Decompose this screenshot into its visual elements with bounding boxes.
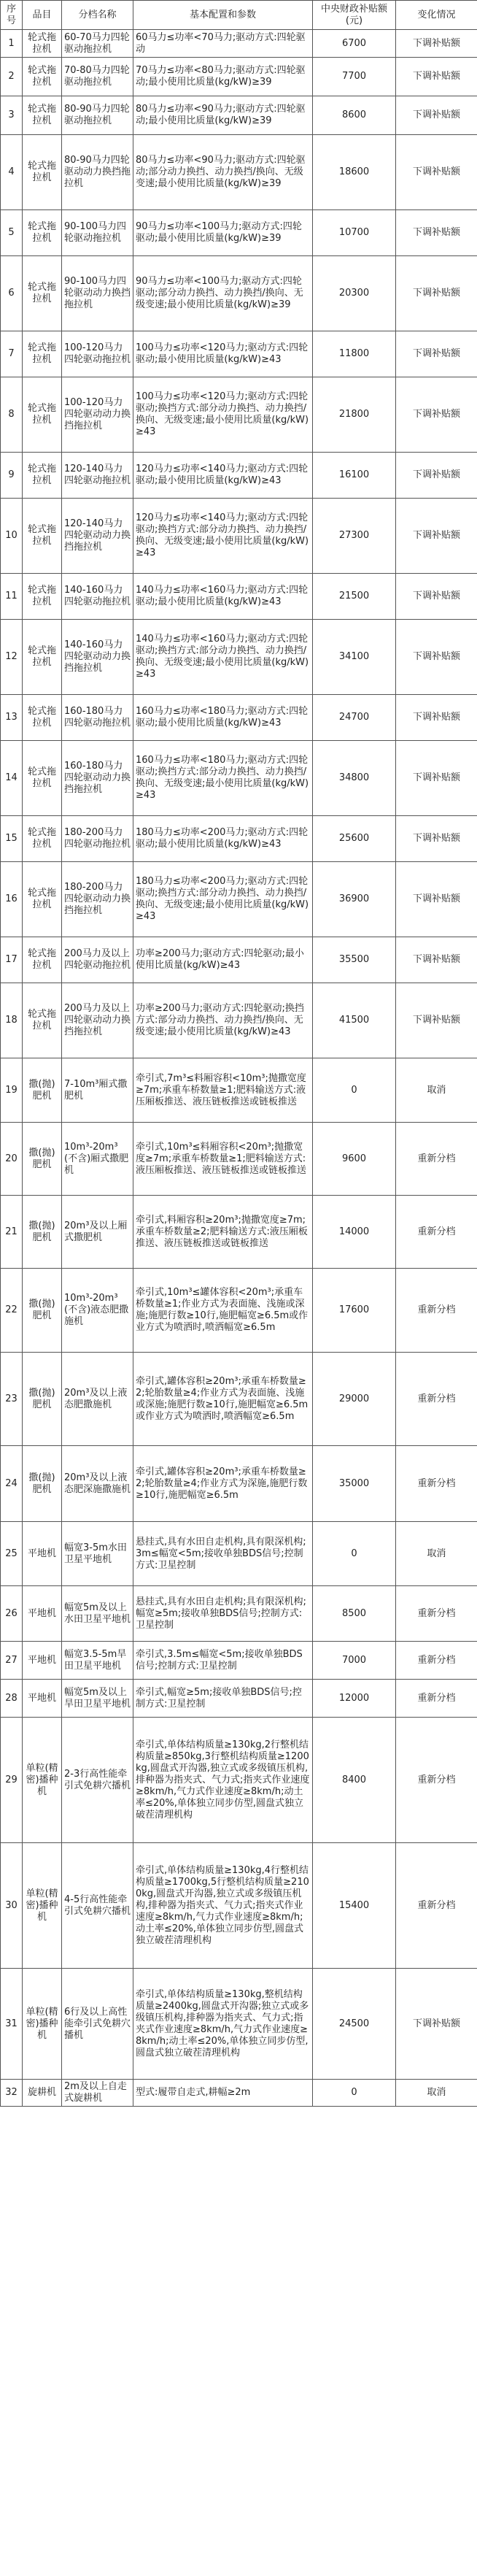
table-row: [1, 620, 477, 695]
row-item: 轮式拖拉机: [23, 741, 62, 816]
row-grade-name: 160-180马力四轮驱动拖拉机: [62, 695, 133, 741]
row-spec: 140马力≤功率<160马力;驱动方式:四轮驱动;最小使用比质量(kg/kW)≥43: [133, 574, 313, 620]
row-grade-name: 幅宽5m及以上水田卫星平地机: [62, 1586, 133, 1642]
row-grade-name: 6行及以上高性能牵引式免耕穴播机: [62, 1969, 133, 2080]
row-grade-name: 200马力及以上四轮驱动动力换挡拖拉机: [62, 983, 133, 1058]
row-subsidy-amount: 15400: [313, 1843, 396, 1969]
row-subsidy-amount: 8600: [313, 96, 396, 135]
row-grade-name: 2m及以上自走式旋耕机: [62, 2080, 133, 2107]
row-grade-name: 80-90马力四轮驱动动力换挡拖拉机: [62, 135, 133, 210]
row-grade-name: 4-5行高性能牵引式免耕穴播机: [62, 1843, 133, 1969]
row-item: 单粒(精密)播种机: [23, 1843, 62, 1969]
row-subsidy-amount: 9600: [313, 1123, 396, 1196]
row-serial: 7: [1, 331, 23, 377]
row-spec: 160马力≤功率<180马力;驱动方式:四轮驱动;最小使用比质量(kg/kW)≥43: [133, 695, 313, 741]
row-grade-name: 7-10m³厢式撒肥机: [62, 1058, 133, 1123]
row-spec: 牵引式,罐体容积≥20m³;承重车桥数量≥2;轮胎数量≥4;作业方式为表面施、浅施或深施;施肥行数≥10行,施肥幅宽≥6.5m或作业方式为喷洒时,喷洒幅宽≥6.5m: [133, 1353, 313, 1446]
row-change: 下调补贴额: [396, 1969, 477, 2080]
row-change: 下调补贴额: [396, 377, 477, 453]
row-grade-name: 2-3行高性能牵引式免耕穴播机: [62, 1718, 133, 1843]
table-row: [1, 1123, 477, 1196]
row-subsidy-amount: 34800: [313, 741, 396, 816]
row-serial: 4: [1, 135, 23, 210]
row-serial: 3: [1, 96, 23, 135]
row-change: 下调补贴额: [396, 453, 477, 499]
table-row: [1, 816, 477, 862]
row-subsidy-amount: 0: [313, 1058, 396, 1123]
row-grade-name: 10m³-20m³(不含)液态肥撒施机: [62, 1269, 133, 1353]
table-row: [1, 210, 477, 256]
row-grade-name: 120-140马力四轮驱动动力换挡拖拉机: [62, 499, 133, 574]
row-serial: 19: [1, 1058, 23, 1123]
row-item: 撒(抛)肥机: [23, 1196, 62, 1269]
row-subsidy-amount: 0: [313, 2080, 396, 2107]
row-spec: 牵引式,料厢容积≥20m³;抛撒宽度≥7m;承重车桥数量≥2;肥料输送方式:液压厢板推送、液压链板推送或链板推送: [133, 1196, 313, 1269]
row-serial: 18: [1, 983, 23, 1058]
row-subsidy-amount: 21500: [313, 574, 396, 620]
row-grade-name: 180-200马力四轮驱动拖拉机: [62, 816, 133, 862]
row-change: 下调补贴额: [396, 96, 477, 135]
row-grade-name: 10m³-20m³(不含)厢式撒肥机: [62, 1123, 133, 1196]
row-serial: 20: [1, 1123, 23, 1196]
row-item: 轮式拖拉机: [23, 256, 62, 331]
row-item: 单粒(精密)播种机: [23, 1718, 62, 1843]
row-grade-name: 20m³及以上液态肥深施撒施机: [62, 1446, 133, 1522]
row-spec: 功率≥200马力;驱动方式:四轮驱动;最小使用比质量(kg/kW)≥43: [133, 937, 313, 983]
row-item: 轮式拖拉机: [23, 937, 62, 983]
row-grade-name: 幅宽5m及以上旱田卫星平地机: [62, 1680, 133, 1718]
table-row: [1, 574, 477, 620]
row-grade-name: 180-200马力四轮驱动动力换挡拖拉机: [62, 862, 133, 937]
row-subsidy-amount: 10700: [313, 210, 396, 256]
row-change: 下调补贴额: [396, 741, 477, 816]
row-spec: 悬挂式,具有水田自走机构,具有限深机构;3m≤幅宽<5m;接收单独BDS信号;控制方式:卫星控制: [133, 1522, 313, 1586]
row-serial: 21: [1, 1196, 23, 1269]
row-serial: 14: [1, 741, 23, 816]
row-subsidy-amount: 14000: [313, 1196, 396, 1269]
table-row: [1, 96, 477, 135]
table-row: [1, 1058, 477, 1123]
row-grade-name: 100-120马力四轮驱动拖拉机: [62, 331, 133, 377]
row-item: 轮式拖拉机: [23, 816, 62, 862]
row-grade-name: 90-100马力四轮驱动动力换挡拖拉机: [62, 256, 133, 331]
row-serial: 9: [1, 453, 23, 499]
row-item: 轮式拖拉机: [23, 695, 62, 741]
table-row: [1, 1353, 477, 1446]
table-header-row: [1, 1, 477, 30]
row-grade-name: 120-140马力四轮驱动拖拉机: [62, 453, 133, 499]
row-spec: 型式:履带自走式,耕幅≥2m: [133, 2080, 313, 2107]
row-grade-name: 160-180马力四轮驱动动力换挡拖拉机: [62, 741, 133, 816]
row-item: 平地机: [23, 1522, 62, 1586]
row-subsidy-amount: 7700: [313, 58, 396, 96]
row-subsidy-amount: 34100: [313, 620, 396, 695]
row-change: 下调补贴额: [396, 30, 477, 58]
row-change: 下调补贴额: [396, 499, 477, 574]
table-row: [1, 983, 477, 1058]
table-row: [1, 1680, 477, 1718]
header-item: 品目: [23, 1, 62, 30]
table-row: [1, 1446, 477, 1522]
row-subsidy-amount: 11800: [313, 331, 396, 377]
row-subsidy-amount: 35000: [313, 1446, 396, 1522]
row-subsidy-amount: 8400: [313, 1718, 396, 1843]
row-spec: 90马力≤功率<100马力;驱动方式:四轮驱动;部分动力换挡、动力换挡/换向、无级变速;最小使用比质量(kg/kW)≥39: [133, 256, 313, 331]
row-serial: 32: [1, 2080, 23, 2107]
row-item: 轮式拖拉机: [23, 574, 62, 620]
row-item: 轮式拖拉机: [23, 331, 62, 377]
row-change: 下调补贴额: [396, 256, 477, 331]
row-change: 取消: [396, 1058, 477, 1123]
row-change: 重新分档: [396, 1269, 477, 1353]
row-subsidy-amount: 21800: [313, 377, 396, 453]
row-serial: 28: [1, 1680, 23, 1718]
row-spec: 牵引式,10m³≤罐体容积<20m³;承重车桥数量≥1;作业方式为表面施、浅施或深施;施肥行数≥10行,施肥幅宽≥6.5m或作业方式为喷洒时,喷洒幅宽≥6.5m: [133, 1269, 313, 1353]
table-row: [1, 1196, 477, 1269]
table-row: [1, 1269, 477, 1353]
row-change: 取消: [396, 2080, 477, 2107]
row-grade-name: 140-160马力四轮驱动动力换挡拖拉机: [62, 620, 133, 695]
table-row: [1, 58, 477, 96]
row-grade-name: 70-80马力四轮驱动拖拉机: [62, 58, 133, 96]
row-serial: 22: [1, 1269, 23, 1353]
table-row: [1, 937, 477, 983]
row-grade-name: 幅宽3-5m水田卫星平地机: [62, 1522, 133, 1586]
row-serial: 26: [1, 1586, 23, 1642]
header-spec: 基本配置和参数: [133, 1, 313, 30]
row-item: 轮式拖拉机: [23, 620, 62, 695]
row-spec: 80马力≤功率<90马力;驱动方式:四轮驱动;部分动力换挡、动力换挡/换向、无级变速;最小使用比质量(kg/kW)≥39: [133, 135, 313, 210]
table-row: [1, 862, 477, 937]
row-subsidy-amount: 27300: [313, 499, 396, 574]
row-grade-name: 140-160马力四轮驱动拖拉机: [62, 574, 133, 620]
row-serial: 1: [1, 30, 23, 58]
row-subsidy-amount: 7000: [313, 1642, 396, 1680]
row-spec: 牵引式,单体结构质量≥130kg,2行整机结构质量≥850kg,3行整机结构质量≥1200kg,圆盘式开沟器,独立式或多级镇压机构,排种器为指夹式、气力式;指夹式作业速度≥8km/h,气力式作业速度≥8km/h;动土率≤20%,单体独立同步仿型,圆盘式独立破茬清理机构: [133, 1718, 313, 1843]
row-change: 下调补贴额: [396, 574, 477, 620]
row-spec: 90马力≤功率<100马力;驱动方式:四轮驱动;最小使用比质量(kg/kW)≥39: [133, 210, 313, 256]
row-item: 撒(抛)肥机: [23, 1058, 62, 1123]
row-item: 撒(抛)肥机: [23, 1269, 62, 1353]
row-subsidy-amount: 35500: [313, 937, 396, 983]
row-spec: 60马力≤功率<70马力;驱动方式:四轮驱动: [133, 30, 313, 58]
row-spec: 牵引式,3.5m≤幅宽<5m;接收单独BDS信号;控制方式:卫星控制: [133, 1642, 313, 1680]
row-spec: 120马力≤功率<140马力;驱动方式:四轮驱动;换挡方式:部分动力换挡、动力换挡/换向、无级变速;最小使用比质量(kg/kW)≥43: [133, 499, 313, 574]
table-row: [1, 331, 477, 377]
table-row: [1, 453, 477, 499]
row-grade-name: 100-120马力四轮驱动动力换挡拖拉机: [62, 377, 133, 453]
table-row: [1, 1843, 477, 1969]
row-grade-name: 60-70马力四轮驱动拖拉机: [62, 30, 133, 58]
row-item: 轮式拖拉机: [23, 983, 62, 1058]
table-row: [1, 256, 477, 331]
row-subsidy-amount: 36900: [313, 862, 396, 937]
row-change: 下调补贴额: [396, 620, 477, 695]
row-spec: 牵引式,10m³≤料厢容积<20m³;抛撒宽度≥7m;承重车桥数量≥1;肥料输送方式:液压厢板推送、液压链板推送或链板推送: [133, 1123, 313, 1196]
row-item: 轮式拖拉机: [23, 96, 62, 135]
row-grade-name: 90-100马力四轮驱动拖拉机: [62, 210, 133, 256]
row-serial: 23: [1, 1353, 23, 1446]
row-grade-name: 80-90马力四轮驱动拖拉机: [62, 96, 133, 135]
row-change: 下调补贴额: [396, 58, 477, 96]
row-spec: 160马力≤功率<180马力;驱动方式:四轮驱动;换挡方式:部分动力换挡、动力换挡/换向、无级变速;最小使用比质量(kg/kW)≥43: [133, 741, 313, 816]
row-change: 下调补贴额: [396, 210, 477, 256]
row-serial: 31: [1, 1969, 23, 2080]
row-item: 平地机: [23, 1680, 62, 1718]
row-item: 轮式拖拉机: [23, 58, 62, 96]
row-item: 轮式拖拉机: [23, 210, 62, 256]
row-item: 撒(抛)肥机: [23, 1446, 62, 1522]
row-item: 轮式拖拉机: [23, 377, 62, 453]
row-spec: 120马力≤功率<140马力;驱动方式:四轮驱动;最小使用比质量(kg/kW)≥43: [133, 453, 313, 499]
row-item: 轮式拖拉机: [23, 135, 62, 210]
table-row: [1, 1718, 477, 1843]
row-change: 下调补贴额: [396, 937, 477, 983]
row-subsidy-amount: 0: [313, 1522, 396, 1586]
table-row: [1, 1642, 477, 1680]
row-item: 撒(抛)肥机: [23, 1353, 62, 1446]
row-item: 轮式拖拉机: [23, 862, 62, 937]
table-row: [1, 30, 477, 58]
row-spec: 功率≥200马力;驱动方式:四轮驱动;换挡方式:部分动力换挡、动力换挡/换向、无级变速;最小使用比质量(kg/kW)≥43: [133, 983, 313, 1058]
row-item: 轮式拖拉机: [23, 453, 62, 499]
row-item: 旋耕机: [23, 2080, 62, 2107]
header-grade-name: 分档名称: [62, 1, 133, 30]
row-serial: 12: [1, 620, 23, 695]
row-serial: 29: [1, 1718, 23, 1843]
table-body: [1, 30, 477, 2107]
row-item: 撒(抛)肥机: [23, 1123, 62, 1196]
row-serial: 25: [1, 1522, 23, 1586]
row-change: 下调补贴额: [396, 983, 477, 1058]
header-subsidy-amount: 中央财政补贴额(元): [313, 1, 396, 30]
row-subsidy-amount: 8500: [313, 1586, 396, 1642]
row-subsidy-amount: 17600: [313, 1269, 396, 1353]
row-subsidy-amount: 16100: [313, 453, 396, 499]
row-serial: 13: [1, 695, 23, 741]
row-serial: 16: [1, 862, 23, 937]
row-item: 平地机: [23, 1642, 62, 1680]
row-change: 重新分档: [396, 1196, 477, 1269]
row-change: 重新分档: [396, 1123, 477, 1196]
row-serial: 27: [1, 1642, 23, 1680]
table-row: [1, 741, 477, 816]
row-serial: 8: [1, 377, 23, 453]
row-change: 下调补贴额: [396, 331, 477, 377]
row-item: 轮式拖拉机: [23, 499, 62, 574]
row-change: 重新分档: [396, 1586, 477, 1642]
row-change: 下调补贴额: [396, 816, 477, 862]
header-change: 变化情况: [396, 1, 477, 30]
table-row: [1, 1969, 477, 2080]
row-spec: 悬挂式,具有水田自走机构;具有限深机构;幅宽≥5m;接收单独BDS信号;控制方式:卫星控制: [133, 1586, 313, 1642]
table-row: [1, 499, 477, 574]
row-grade-name: 幅宽3.5-5m旱田卫星平地机: [62, 1642, 133, 1680]
row-subsidy-amount: 24700: [313, 695, 396, 741]
row-spec: 牵引式,单体结构质量≥130kg,4行整机结构质量≥1700kg,5行整机结构质量≥2100kg,圆盘式开沟器,独立式或多级镇压机构,排种器为指夹式、气力式;指夹式作业速度≥8km/h,气力式作业速度≥8km/h;动土率≤20%,单体独立同步仿型,圆盘式独立破茬清理机构: [133, 1843, 313, 1969]
table-row: [1, 2080, 477, 2107]
row-spec: 180马力≤功率<200马力;驱动方式:四轮驱动;最小使用比质量(kg/kW)≥43: [133, 816, 313, 862]
row-subsidy-amount: 20300: [313, 256, 396, 331]
row-change: 重新分档: [396, 1718, 477, 1843]
row-grade-name: 20m³及以上液态肥撒施机: [62, 1353, 133, 1446]
row-subsidy-amount: 18600: [313, 135, 396, 210]
table-row: [1, 1586, 477, 1642]
row-item: 轮式拖拉机: [23, 30, 62, 58]
row-serial: 15: [1, 816, 23, 862]
row-serial: 10: [1, 499, 23, 574]
table-row: [1, 135, 477, 210]
row-grade-name: 20m³及以上厢式撒肥机: [62, 1196, 133, 1269]
row-item: 单粒(精密)播种机: [23, 1969, 62, 2080]
row-subsidy-amount: 24500: [313, 1969, 396, 2080]
row-change: 重新分档: [396, 1353, 477, 1446]
row-subsidy-amount: 12000: [313, 1680, 396, 1718]
row-change: 重新分档: [396, 1642, 477, 1680]
row-spec: 180马力≤功率<200马力;驱动方式:四轮驱动;换挡方式:部分动力换挡、动力换挡/换向、无级变速;最小使用比质量(kg/kW)≥43: [133, 862, 313, 937]
row-spec: 140马力≤功率<160马力;驱动方式:四轮驱动;换挡方式:部分动力换挡、动力换挡/换向、无级变速;最小使用比质量(kg/kW)≥43: [133, 620, 313, 695]
row-spec: 100马力≤功率<120马力;驱动方式:四轮驱动;最小使用比质量(kg/kW)≥43: [133, 331, 313, 377]
row-spec: 牵引式,7m³≤料厢容积<10m³;抛撒宽度≥7m;承重车桥数量≥1;肥料输送方式:液压厢板推送、液压链板推送或链板推送: [133, 1058, 313, 1123]
row-change: 重新分档: [396, 1446, 477, 1522]
row-serial: 24: [1, 1446, 23, 1522]
table-row: [1, 695, 477, 741]
row-spec: 100马力≤功率<120马力;驱动方式:四轮驱动;换挡方式:部分动力换挡、动力换挡/换向、无级变速;最小使用比质量(kg/kW)≥43: [133, 377, 313, 453]
row-subsidy-amount: 6700: [313, 30, 396, 58]
row-spec: 牵引式,幅宽≥5m;接收单独BDS信号;控制方式:卫星控制: [133, 1680, 313, 1718]
table-row: [1, 1522, 477, 1586]
row-change: 重新分档: [396, 1843, 477, 1969]
row-item: 平地机: [23, 1586, 62, 1642]
row-change: 下调补贴额: [396, 862, 477, 937]
row-change: 下调补贴额: [396, 135, 477, 210]
row-serial: 2: [1, 58, 23, 96]
row-spec: 80马力≤功率<90马力;驱动方式:四轮驱动;最小使用比质量(kg/kW)≥39: [133, 96, 313, 135]
row-subsidy-amount: 41500: [313, 983, 396, 1058]
table-row: [1, 377, 477, 453]
row-change: 重新分档: [396, 1680, 477, 1718]
row-serial: 5: [1, 210, 23, 256]
row-serial: 30: [1, 1843, 23, 1969]
row-subsidy-amount: 25600: [313, 816, 396, 862]
header-serial: 序号: [1, 1, 23, 30]
row-serial: 11: [1, 574, 23, 620]
row-spec: 牵引式,单体结构质量≥130kg,整机结构质量≥2400kg,圆盘式开沟器;独立式或多级镇压机构,排种器为指夹式、气力式;指夹式作业速度≥8km/h,气力式作业速度≥8km/h;动土率≤20%,单体独立同步仿型,圆盘式独立破茬清理机构: [133, 1969, 313, 2080]
row-spec: 牵引式,罐体容积≥20m³;承重车桥数量≥2;轮胎数量≥4;作业方式为深施,施肥行数≥10行,施肥幅宽≥6.5m: [133, 1446, 313, 1522]
row-subsidy-amount: 29000: [313, 1353, 396, 1446]
row-change: 取消: [396, 1522, 477, 1586]
row-grade-name: 200马力及以上四轮驱动拖拉机: [62, 937, 133, 983]
row-serial: 6: [1, 256, 23, 331]
row-spec: 70马力≤功率<80马力;驱动方式:四轮驱动;最小使用比质量(kg/kW)≥39: [133, 58, 313, 96]
row-serial: 17: [1, 937, 23, 983]
row-change: 下调补贴额: [396, 695, 477, 741]
